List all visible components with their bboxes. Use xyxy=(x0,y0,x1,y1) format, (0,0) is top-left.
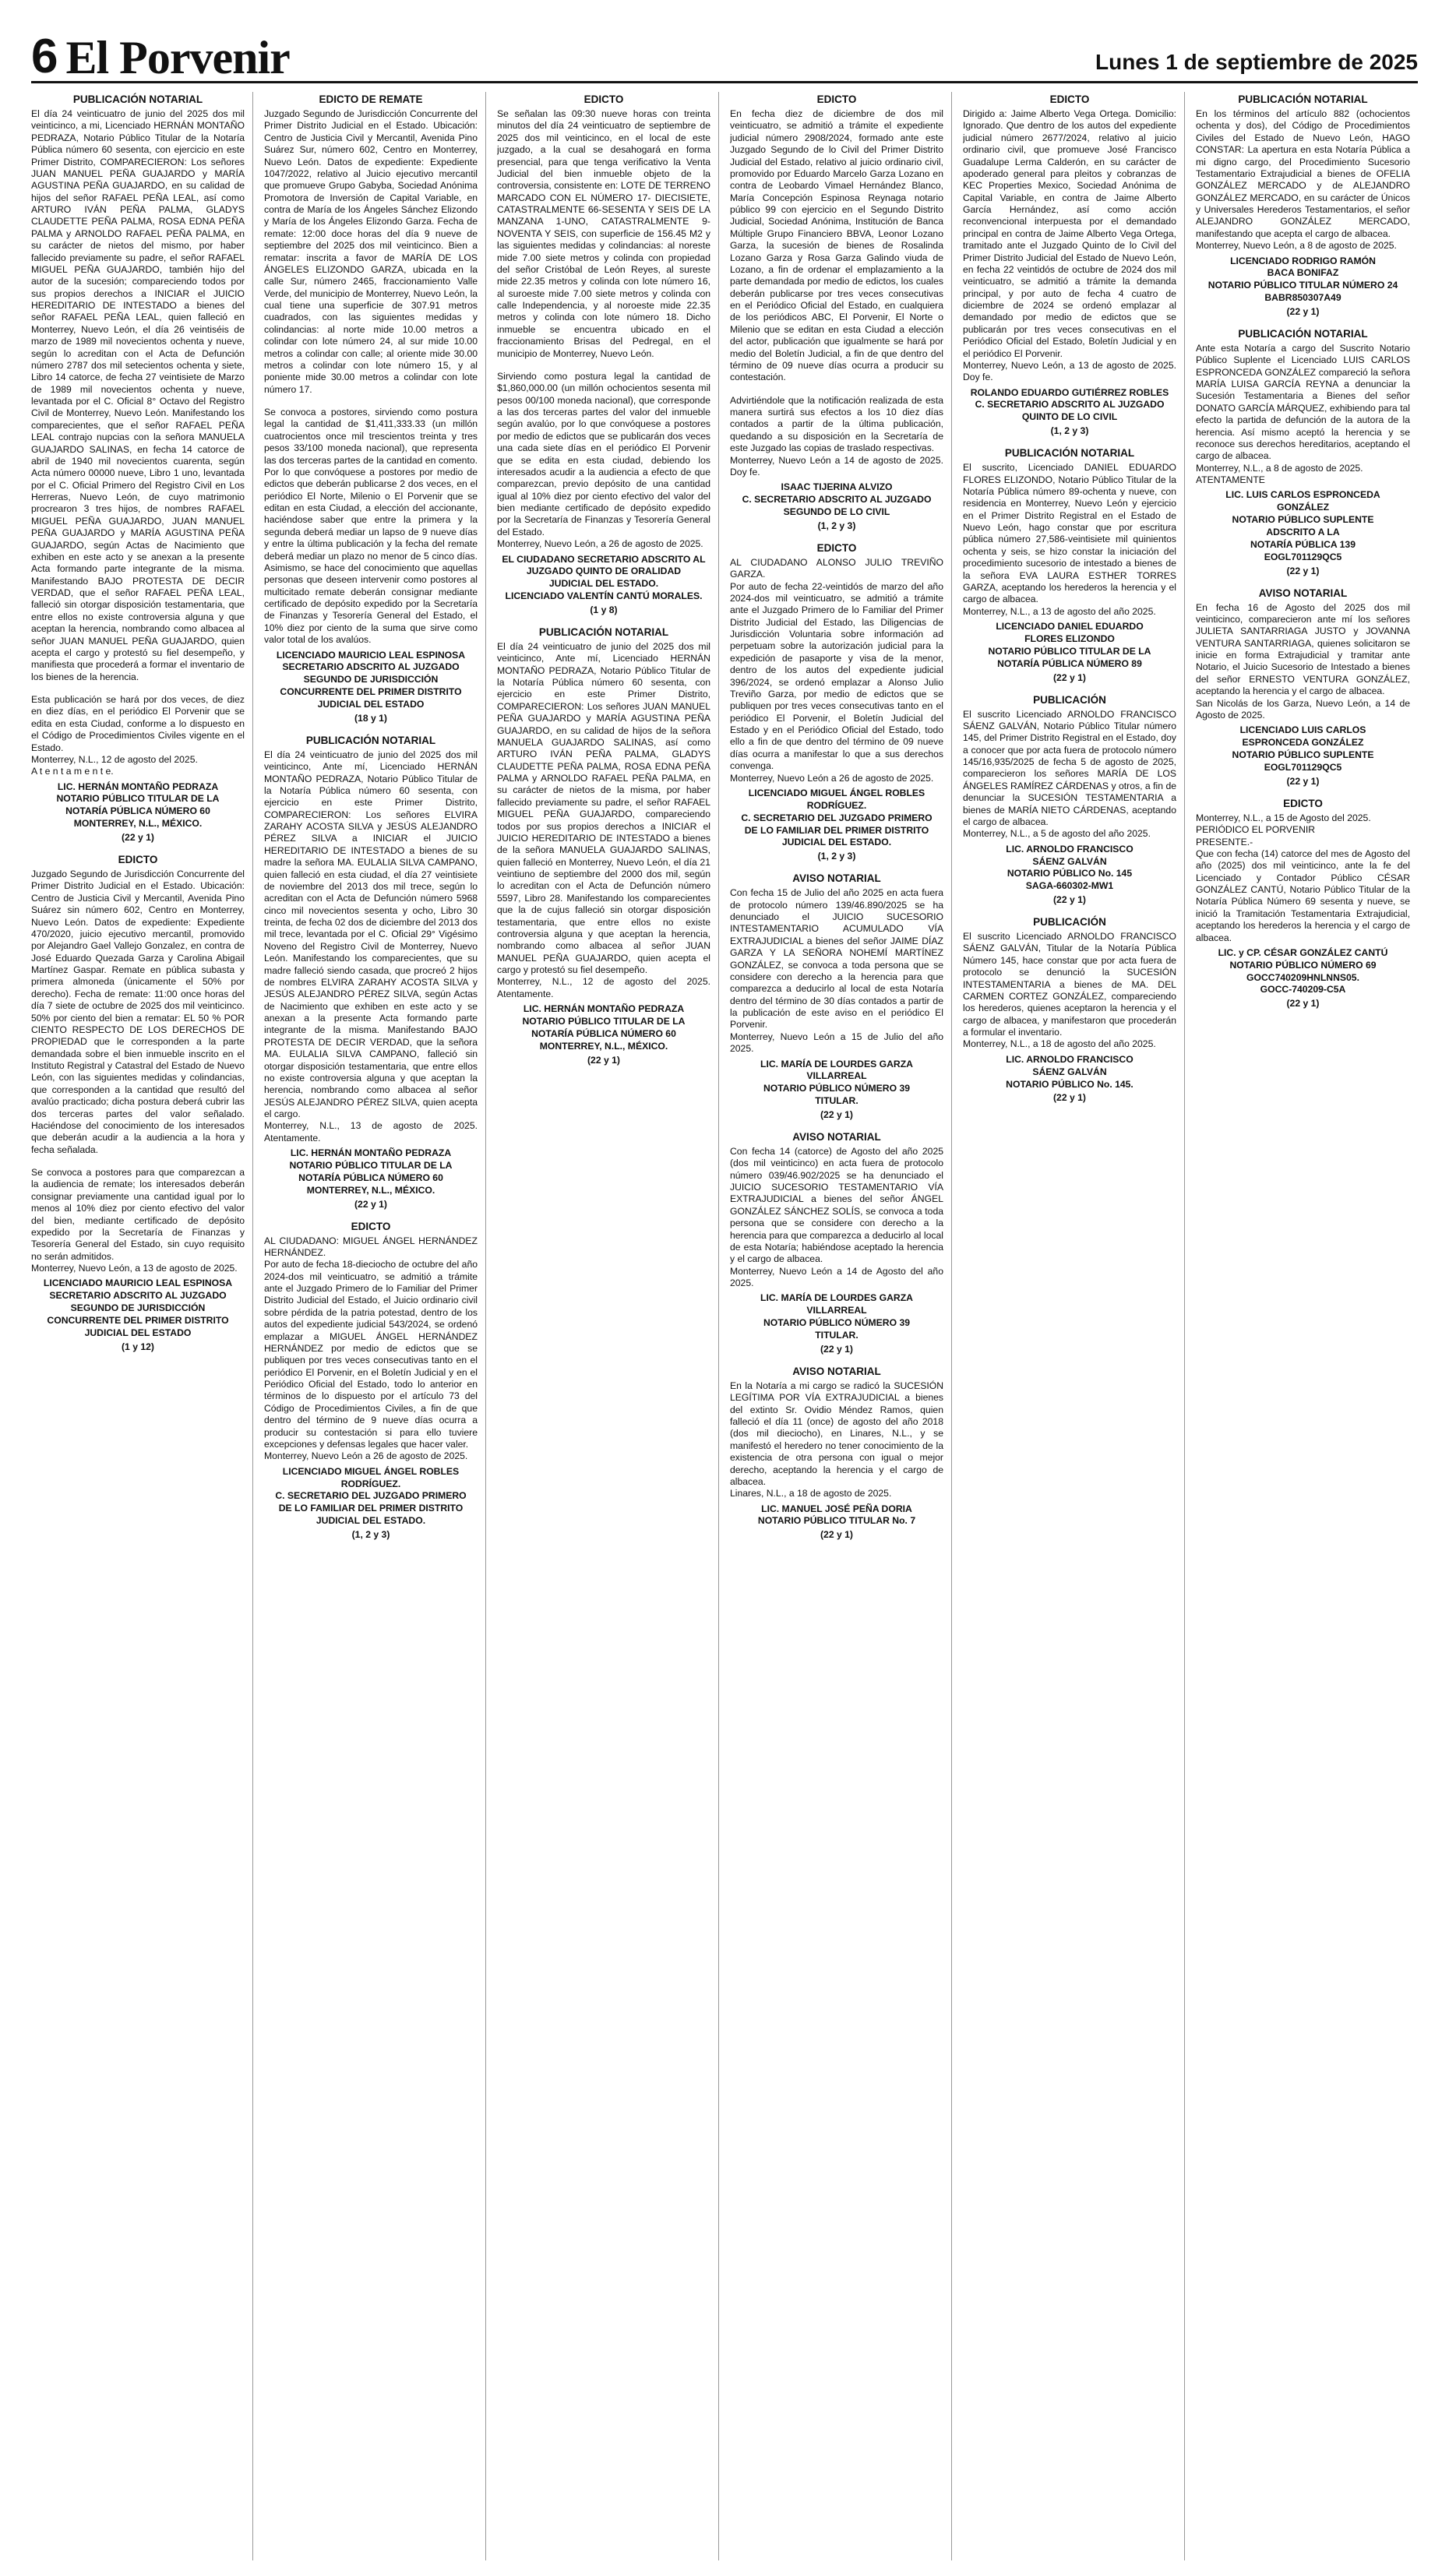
notice-title: EDICTO xyxy=(816,93,857,105)
notice-reference: (22 y 1) xyxy=(354,1198,387,1210)
notice-signature: LICENCIADO DANIEL EDUARDO FLORES ELIZONDO NOTARIO PÚBLICO TITULAR DE LA NOTARÍA PÚBLICA NÚMERO 89 xyxy=(988,621,1151,669)
notice-reference: (1, 2 y 3) xyxy=(817,520,856,531)
notice-signature: LICENCIADO RODRIGO RAMÓN BACA BONIFAZ NOTARIO PÚBLICO TITULAR NÚMERO 24 BABR850307A49 xyxy=(1208,255,1398,304)
notice-reference: (1, 2 y 3) xyxy=(1050,425,1089,437)
legal-notice xyxy=(730,1131,943,1355)
legal-notice xyxy=(1196,587,1410,787)
newspaper-logo: El Porvenir xyxy=(65,32,290,83)
column-2 xyxy=(264,92,486,2560)
notice-title: AVISO NOTARIAL xyxy=(792,1130,881,1143)
notice-body: Juzgado Segundo de Jurisdicción Concurrente del Primer Distrito Judicial en el Estado. Ubicación: Centro de Justicia Civil y Mercantil, Avenida Pino Suárez Sur, número 602, Centro en Monterrey, Nuevo León. Datos de expediente: Expediente 1047/2022, relativo al Juicio ejecutivo mercantil que promueve Grupo Gabyba, Sociedad Anónima Promotora de Inversión de Capital Variable, en contra de María de los Ángeles Sánchez Elizondo y María de los Ángeles Elizondo Garza. Fecha de remate: 12:00 doce horas del día 9 nueve de septiembre del 2025 dos mil veinticinco. Bien a rematar: inscrita a favor de MARÍA DE LOS ÁNGELES ELIZONDO GARZA, ubicada en la calle Sur, número 2465, fraccionamiento Valle Verde, del municipio de Monterrey, Nuevo León, la cual tiene una superficie de 307.91 metros cuadrados, con las siguientes medidas y colindancias: al norte mide 10.00 metros a colindar con lote número 24, al sur mide 10.00 metros a colindar con calle; al oriente mide 30.00 metros a colindar con lote número 15, y al poniente mide 30.00 metros a colindar con lote número 17. xyxy=(264,108,478,395)
legal-notice xyxy=(31,854,245,1156)
masthead xyxy=(31,6,1418,83)
notice-reference: (22 y 1) xyxy=(1052,894,1086,906)
notices-grid xyxy=(31,92,1418,2560)
legal-notice xyxy=(264,1221,478,1540)
legal-notice xyxy=(1196,798,1410,1010)
notice-body: Se convoca a postores, sirviendo como postura legal la cantidad de $1,411,333.33 (un millón cuatrocientos once mil trescientos treinta y tres pesos 33/100 moneda nacional), que representa las dos terceras partes de la cantidad en comento. Por lo que convóquese a postores por medio de edictos que deberán publicarse 2 dos veces, en el periódico El Norte, Milenio o El Porvenir que se editan en esta Ciudad, a elección del accionante, haciéndose saber que entre la primera y la segunda deberá mediar un lapso de 9 nueve días y entre la última publicación y la fecha del remate deberá mediar un plazo no menor de 5 cinco días. Asimismo, se hace del conocimiento que aquellas personas que deseen intervenir como postores al multicitado remate deberán consignar mediante certificado de depósito expedido por la Secretaría de Finanzas y Tesorería General del Estado, el 10% diez por ciento de la suma que sirve como valor total de los avalúos. xyxy=(264,407,478,646)
legal-notice xyxy=(963,916,1176,1103)
legal-notice xyxy=(963,694,1176,906)
legal-notice xyxy=(31,93,245,683)
legal-notice xyxy=(497,371,710,615)
legal-notice xyxy=(31,694,245,843)
notice-body: Juzgado Segundo de Jurisdicción Concurrente del Primer Distrito Judicial en el Estado. Ubicación: Centro de Justicia Civil y Mercantil, Avenida Pino Suárez sin número 602, Centro en Monterrey, Nuevo León. Datos de expediente: Expediente 470/2020, juicio ejecutivo mercantil, promovido por Alejandro Gael Vallejo Gonzalez, en contra de José Eduardo Quezada Garza y Carolina Abigail Martínez Gaspar. Remate en pública subasta y primera almoneda (únicamente el 50% por derecho). Fecha de remate: 11:00 once horas del día 7 siete de octubre de 2025 dos mil veinticinco. 50% por ciento del bien a rematar: EL 50 % POR CIENTO RESPECTO DE LOS DERECHOS DE PROPIEDAD que le corresponden a la parte demandada sobre el bien inmueble inscrito en el Instituto Registral y Catastral del Estado de Nuevo León, con las siguientes medidas y colindancias, que corresponden a la cantidad que resultó del avalúo practicado; dicha postura deberá cubrir las dos terceras partes del valor señalado. Haciéndose del conocimiento de los interesados que deberán acudir a la audiencia a la hora y fecha señalada. xyxy=(31,869,245,1155)
notice-body: En fecha 16 de Agosto del 2025 dos mil veinticinco, comparecieron ante mí los señores JULIETA SANTARRIAGA JUSTO y JOVANNA VENTURA SANTARRIAGA, quienes solicitaron se inicie en forma Extrajudicial y tramitar ante Notario, el Juicio Sucesorio de Intestado a bienes del señor ERNESTO VENTURA GONZÁLEZ, aceptando la herencia y el cargo de albacea. San Nicolás de los Garza, Nuevo León, a 14 de Agosto de 2025. xyxy=(1196,601,1410,721)
notice-title: EDICTO xyxy=(118,854,158,866)
notice-title: PUBLICACIÓN NOTARIAL xyxy=(72,93,203,105)
notice-signature: LIC. MARÍA DE LOURDES GARZA VILLARREAL NOTARIO PÚBLICO NÚMERO 39 TITULAR. xyxy=(760,1058,913,1107)
notice-title: AVISO NOTARIAL xyxy=(792,872,881,885)
notice-title: PUBLICACIÓN NOTARIAL xyxy=(1238,327,1368,340)
legal-notice xyxy=(730,93,943,384)
notice-body: El día 24 veinticuatro de junio del 2025 dos mil veinticinco, a mi, Licenciado HERNÁN MONTAÑO PEDRAZA, Notario Público Titular de la Notaría Pública número 60 sesenta, con ejercicio en este Primer Distrito, COMPARECIERON: Los señores JUAN MANUEL PEÑA GUAJARDO y MARÍA AGUSTINA PEÑA GUAJARDO, en su calidad de hijos del señor RAFAEL PEÑA LEAL, así como ARTURO IVÁN PEÑA PALMA, GLADYS CLAUDETTE PEÑA PALMA, ROSA EDNA PEÑA PALMA y ARNOLDO RAFAEL PEÑA PALMA, en su carácter de nietos del mismo, por haber fallecido previamente su padre, el señor RAFAEL MIGUEL PEÑA GUAJARDO, también hijo del autor de la sucesión; compareciendo todos por sus propios derechos a INICIAR el JUICIO HEREDITARIO DE INTESTADO a bienes del señor RAFAEL PEÑA LEAL, quien falleció en Monterrey, Nuevo León, el día 26 veintiséis de marzo de 1989 mil novecientos ochenta y nueve, según lo acreditan con el Acta de Defunción número 2787 dos mil setecientos ochenta y siete, Libro 14 catorce, de fecha 27 veintisiete de Marzo de 1989 mil novecientos ochenta y nueve, levantada por el C. Oficial 8° Octavo del Registro Civil de Monterrey, Nuevo León. Manifestando los comparecientes, que el señor RAFAEL PEÑA LEAL contrajo nupcias con la señora MANUELA GUAJARDO SALINAS, en fecha 14 catorce de abril de 1940 mil novecientos cuarenta, según Acta número 00000 nueve, Libro 1 uno, levantada por el C. Oficial Primero del Registro Civil en Los Herreras, Nuevo León, de cuyo matrimonio procrearon 3 tres hijos, de nombres RAFAEL MIGUEL PEÑA GUAJARDO, JUAN MANUEL PEÑA GUAJARDO y MARÍA AGUSTINA PEÑA GUAJARDO, según Actas de Nacimiento que exhiben en este acto y se anexan a la presente Acta formando parte integrante de la misma. Manifestando BAJO PROTESTA DE DECIR VERDAD, que el señor RAFAEL PEÑA LEAL, falleció sin otorgar disposición testamentaria, que entre ellos no existe controversia alguna y que aceptan la herencia, nombrando como albacea al señor JUAN MANUEL PEÑA GUAJARDO, quien acepta el cargo y protestó su fiel desempeño, y manifiesta que procederá a formar el inventario de los bienes de la herencia. xyxy=(31,108,245,682)
notice-body: Monterrey, N.L., a 15 de Agosto del 2025. PERIÓDICO EL PORVENIR PRESENTE.- Que con fecha (14) catorce del mes de Agosto del año (2025) dos mil veinticinco, ante la fe del Licenciado y Contador Público CÉSAR GONZÁLEZ CANTÚ, Notario Público Titular de la Notaría Pública Número 69 sesenta y nueve, se inició la Tramitación Testamentaria Extrajudicial, aceptando los herederos la herencia y el cargo de albacea. xyxy=(1196,812,1410,943)
notice-body: Advirtiéndole que la notificación realizada de esta manera surtirá sus efectos a los 10 diez días contados a partir de la última publicación, quedando a su disposición en la Secretaría de este Juzgado las copias de traslado respectivas. Monterrey, Nuevo León a 14 de agosto de 2025. Doy fe. xyxy=(730,394,943,477)
notice-signature: LICENCIADO MIGUEL ÁNGEL ROBLES RODRÍGUEZ. C. SECRETARIO DEL JUZGADO PRIMERO DE LO FAMILIAR DEL PRIMER DISTRITO JUDICIAL DEL ESTADO. xyxy=(741,787,933,848)
legal-notice xyxy=(31,1167,245,1352)
notice-title: PUBLICACIÓN NOTARIAL xyxy=(305,734,436,746)
notice-body: Dirigido a: Jaime Alberto Vega Ortega. Domicilio: Ignorado. Que dentro de los autos del expediente judicial número 2677/2024, relativo al juicio ordinario civil, que promueve José Francisco Guadalupe Lerma Calderón, en su carácter de apoderado general para pleitos y cobranzas de KEC Properties Mexico, Sociedad Anónima de Capital Variable, en contra de Jaime Alberto García Hernández, así como acción reconvencional interpuesta por el demandado principal en contra de Jaime Alberto Vega Ortega, tramitado ante el Juzgado Quinto de lo Civil del Primer Distrito Judicial del Estado de Nuevo León, en fecha 22 veintidós de octubre de 2024 dos mil veinticuatro, se admitió a trámite la demanda principal, y por auto de fecha 4 cuatro de diciembre de 2024 se ordenó emplazar al demandado por medio de edictos que se publicarán por tres veces consecutivas en el Periódico Oficial del Estado, Boletín Judicial y en el periódico El Porvenir. Monterrey, Nuevo León, a 13 de agosto de 2025. Doy fe. xyxy=(963,108,1176,383)
notice-title: EDICTO xyxy=(351,1220,391,1232)
notice-reference: (1 y 8) xyxy=(590,604,618,615)
notice-signature: LIC. ARNOLDO FRANCISCO SÁENZ GALVÁN NOTARIO PÚBLICO No. 145 SAGA-660302-MW1 xyxy=(1006,843,1133,892)
notice-reference: (18 y 1) xyxy=(354,712,387,724)
notice-reference: (22 y 1) xyxy=(820,1529,853,1541)
notice-signature: LICENCIADO MAURICIO LEAL ESPINOSA SECRETARIO ADSCRITO AL JUZGADO SEGUNDO DE JURISDICCIÓN CONCURRENTE DEL PRIMER DISTRITO JUDICIAL DEL ESTADO xyxy=(43,1277,233,1338)
notice-signature: LIC. HERNÁN MONTAÑO PEDRAZA NOTARIO PÚBLICO TITULAR DE LA NOTARÍA PÚBLICA NÚMERO 60 MONTERREY, N.L., MÉXICO. xyxy=(522,1003,686,1052)
notice-signature: LIC. y CP. CÉSAR GONZÁLEZ CANTÚ NOTARIO PÚBLICO NÚMERO 69 GOCC740209HNLNNS05. GOCC-740209-C5A xyxy=(1218,946,1388,996)
legal-notice xyxy=(1196,93,1410,317)
notice-title: PUBLICACIÓN NOTARIAL xyxy=(1238,93,1368,105)
notice-reference: (1, 2 y 3) xyxy=(817,851,856,862)
notice-title: EDICTO xyxy=(1283,797,1323,809)
column-1 xyxy=(31,92,253,2560)
notice-reference: (22 y 1) xyxy=(1052,671,1086,683)
legal-notice xyxy=(264,735,478,1210)
notice-body: Con fecha 14 (catorce) de Agosto del año 2025 (dos mil veinticinco) en acta fuera de protocolo número 039/46.902/2025 se ha denunciado el JUICIO SUCESORIO TESTAMENTARIO VÍA EXTRAJUDICIAL a bienes del señor ÁNGEL GONZÁLEZ SÁNCHEZ SOLÍS, se convoca a toda persona que se considere con derecho a la herencia para que comparezca a deducirlo al local de esta Notaría; habiéndose aceptado la herencia y el cargo de albacea. Monterrey, Nuevo León a 14 de Agosto del año 2025. xyxy=(730,1145,943,1289)
page-number: 6 xyxy=(31,30,58,83)
notice-title: EDICTO xyxy=(1049,93,1090,105)
notice-body: Ante esta Notaría a cargo del Suscrito Notario Público Suplente el Licenciado LUIS CARLOS ESPRONCEDA GONZÁLEZ compareció la señora MARÍA LUISA GARCÍA REYNA a denunciar la Sucesión Testamentaria a Bienes del señor DONATO GARCÍA MÁRQUEZ, exhibiendo para tal efecto la partida de defunción de la autora de la herencia. Así mismo aceptó la herencia y se reconoce sus derechos hereditarios, aceptando el cargo de albacea. Monterrey, N.L., a 8 de agosto de 2025. ATENTAMENTE xyxy=(1196,342,1410,486)
notice-signature: LIC. HERNÁN MONTAÑO PEDRAZA NOTARIO PÚBLICO TITULAR DE LA NOTARÍA PÚBLICA NÚMERO 60 MONTERREY, N.L., MÉXICO. xyxy=(56,781,220,830)
notice-reference: (22 y 1) xyxy=(121,832,154,844)
notice-title: PUBLICACIÓN xyxy=(1033,693,1106,706)
legal-notice xyxy=(497,626,710,1066)
notice-body: El día 24 veinticuatro de junio del 2025 dos mil veinticinco, Ante mí, Licenciado HERNÁN MONTAÑO PEDRAZA, Notario Público Titular de la Notaría Pública número 60 sesenta, con ejercicio en este Primer Distrito, COMPARECIERON: Los señores ELVIRA ZARAHY ACOSTA SILVA y JESÚS ALEJANDRO PÉREZ SILVA a INICIAR el JUICIO HEREDITARIO DE INTESTADO a bienes de su madre la señora MA. EULALIA SILVA CAMPANO, quien falleció en esta ciudad, el día 27 veintisiete de noviembre del 2013 dos mil trece, según lo acreditan con el Acta de Defunción número 5968 cinco mil novecientos sesenta y ocho, Libro 30 treinta, de fecha 02 dos de diciembre del 2013 dos mil trece, levantada por el C. Oficial 29° Vigésimo Noveno del Registro Civil de Monterrey, Nuevo León. Manifestando los comparecientes, que su madre falleció siendo casada, que procreó 2 hijos de nombres ELVIRA ZARAHY ACOSTA SILVA y JESÚS ALEJANDRO PÉREZ SILVA, según Actas de Nacimiento que exhiben en este acto y se anexan a la presente Acta formando parte integrante de la misma. Manifestando BAJO PROTESTA DE DECIR VERDAD, que la señora MA. EULALIA SILVA CAMPANO, falleció sin otorgar disposición testamentaria, que entre ellos no existe controversia alguna y que aceptan la herencia, nombrando como albacea al señor JESÚS ALEJANDRO PÉREZ SILVA, quien acepta el cargo. Monterrey, N.L., 13 de agosto de 2025. Atentamente. xyxy=(264,749,478,1144)
column-6 xyxy=(1196,92,1418,2560)
notice-signature: EL CIUDADANO SECRETARIO ADSCRITO AL JUZGADO QUINTO DE ORALIDAD JUDICIAL DEL ESTADO. LICENCIADO VALENTÍN CANTÚ MORALES. xyxy=(502,553,706,602)
notice-signature: LIC. LUIS CARLOS ESPRONCEDA GONZÁLEZ NOTARIO PÚBLICO SUPLENTE ADSCRITO A LA NOTARÍA PÚBLICA 139 EOGL701129QC5 xyxy=(1225,489,1380,562)
notice-body: Sirviendo como postura legal la cantidad de $1,860,000.00 (un millón ochocientos sesenta mil pesos 00/100 moneda nacional), que corresponde a las dos terceras partes del valor del inmueble según avalúo, por lo que convóquese a postores por medio de edictos que se publicarán dos veces una cada siete días en el periódico El Porvenir que se edita en esta ciudad, debiendo los interesados acudir a la audiencia a efecto de que comparezcan, previo depósito de una cantidad igual al 10% diez por ciento efectivo del valor del bien mediante certificado de depósito expedido por la Secretaría de Finanzas y Tesorería General del Estado. Monterrey, Nuevo León, a 26 de agosto de 2025. xyxy=(497,370,710,550)
notice-signature: LIC. MARÍA DE LOURDES GARZA VILLARREAL NOTARIO PÚBLICO NÚMERO 39 TITULAR. xyxy=(760,1292,913,1341)
column-5 xyxy=(963,92,1185,2560)
notice-reference: (22 y 1) xyxy=(1052,1092,1086,1104)
legal-notice xyxy=(963,93,1176,436)
notice-body: El suscrito Licenciado ARNOLDO FRANCISCO SÁENZ GALVÁN, Titular de la Notaría Pública Número 145, hace constar que por acta fuera de protocolo se denunció la SUCESIÓN INTESTAMENTARIA a bienes de MA. DEL CARMEN CORTEZ GONZÁLEZ, compareciendo los herederos, quienes aceptaron la herencia y el cargo de albacea, y manifestaron que procederán a formular el inventario. Monterrey, N.L., a 18 de agosto del año 2025. xyxy=(963,931,1176,1050)
notice-title: AVISO NOTARIAL xyxy=(792,1365,881,1377)
notice-body: En los términos del artículo 882 (ochocientos ochenta y dos), del Código de Procedimientos Civiles del Estado de Nuevo León, HAGO CONSTAR: La apertura en esta Notaría Pública a mi digno cargo, del Procedimiento Sucesorio Testamentario Extrajudicial a bienes de OFELIA GONZÁLEZ MERCADO y de ALEJANDRO GONZÁLEZ MERCADO, en su carácter de Únicos y Universales Herederos Testamentarios, el señor ALEJANDRO GONZÁLEZ MERCADO, manifestando que acepta el cargo de albacea. Monterrey, Nuevo León, a 8 de agosto de 2025. xyxy=(1196,108,1410,252)
notice-signature: LIC. ARNOLDO FRANCISCO SÁENZ GALVÁN NOTARIO PÚBLICO No. 145. xyxy=(1006,1053,1133,1090)
notice-title: EDICTO xyxy=(816,541,857,554)
notice-signature: LICENCIADO LUIS CARLOS ESPRONCEDA GONZÁLEZ NOTARIO PÚBLICO SUPLENTE EOGL701129QC5 xyxy=(1232,724,1374,773)
issue-date: Lunes 1 de septiembre de 2025 xyxy=(1095,50,1418,74)
notice-title: PUBLICACIÓN NOTARIAL xyxy=(1004,447,1135,460)
legal-notice xyxy=(497,93,710,360)
notice-body: En la Notaría a mi cargo se radicó la SUCESIÓN LEGÍTIMA POR VÍA EXTRAJUDICIAL a bienes del extinto Sr. Ovidio Méndez Ramos, quien falleció el día 11 (once) de agosto del año 2018 (dos mil dieciocho), en Linares, N.L., y se manifestó el heredero no tener conocimiento de la existencia de otra persona con igual o mejor derecho, aceptando la herencia y el cargo de albacea. Linares, N.L., a 18 de agosto de 2025. xyxy=(730,1380,943,1499)
notice-body: En fecha diez de diciembre de dos mil veinticuatro, se admitió a trámite el expediente judicial número 2908/2024, formado ante este Juzgado Segundo de lo Civil del Primer Distrito Judicial del Estado, relativo al juicio ordinario civil, promovido por Eduardo Marcelo Garza Lozano en contra de Leobardo Vimael Hernández Blanco, María Concepción Espinosa Reynaga notario público 99 con ejercicio en el Segundo Distrito Judicial, Sociedad Anónima, Institución de Banca Múltiple Grupo Financiero BBVA, Leonor Lozano Garza, la sucesión de bienes de Rosalinda Lozano Garza y Rosa Garza Galindo viuda de Lozano, a fin de ordenar el emplazamiento a la parte demandada por medio de edictos, los cuales deberán publicarse por tres veces consecutivas en el Periódico Oficial del Estado, en cualquiera de los periódicos ABC, El Porvenir, El Norte o Milenio que se editan en esta Ciudad a elección del actor, publicación que igualmente se hará por medio del Boletín Judicial, a fin de que dentro del término de 09 nueve días ocurra a producir su contestación. xyxy=(730,108,943,383)
notice-body: El día 24 veinticuatro de junio del 2025 dos mil veinticinco, Ante mí, Licenciado HERNÁN MONTAÑO PEDRAZA, Notario Público Titular de la Notaría Pública número 60 sesenta, con ejercicio en este Primer Distrito, COMPARECIERON: Los señores JUAN MANUEL PEÑA GUAJARDO y MARÍA AGUSTINA PEÑA GUAJARDO, en su calidad de hijos de la señora MANUELA GUAJARDO SALINAS, así como ARTURO IVÁN PEÑA PALMA, GLADYS CLAUDETTE PEÑA PALMA, ROSA EDNA PEÑA PALMA y ARNOLDO RAFAEL PEÑA PALMA, en su carácter de nietos de la misma, por haber fallecido previamente su padre, el señor RAFAEL MIGUEL PEÑA GUAJARDO, compareciendo todos por sus propios derechos a INICIAR el JUICIO HEREDITARIO DE INTESTADO a bienes de la señora MANUELA GUAJARDO SALINAS, quien falleció en Monterrey, Nuevo León, el día 21 veintiuno de septiembre del 2000 dos mil, según lo acreditan con el Acta de Defunción número 5597, Libro 28. Manifestando los comparecientes que la de cujus falleció sin otorgar disposición testamentaria, que entre ellos no existe controversia alguna y que aceptan la herencia, nombrando como albacea al señor JUAN MANUEL PEÑA GUAJARDO, quien acepta el cargo y protestó su fiel desempeño. Monterrey, N.L., 12 de agosto del 2025. Atentamente. xyxy=(497,640,710,999)
notice-title: PUBLICACIÓN xyxy=(1033,916,1106,929)
notice-signature: LIC. HERNÁN MONTAÑO PEDRAZA NOTARIO PÚBLICO TITULAR DE LA NOTARÍA PÚBLICA NÚMERO 60 MONTERREY, N.L., MÉXICO. xyxy=(289,1147,453,1196)
notice-body: Se señalan las 09:30 nueve horas con treinta minutos del día 24 veinticuatro de septiembre de 2025 dos mil veinticinco, en el local de este juzgado, a la cual se desahogará en forma presencial, para que tenga verificativo la Venta Judicial del bien inmueble objeto de la controversia, consistente en: LOTE DE TERRENO MARCADO CON EL NÚMERO 17- DIECISIETE, CATASTRALMENTE 66-SESENTA Y SEIS DE LA MANZANA 1-UNO, CATASTRALMENTE 9-NOVENTA Y SEIS, con superficie de 156.45 M2 y las siguientes medidas y colindancias: al noreste mide 7.00 siete metros y colinda con propiedad del señor Cristóbal de León Reyes, al sureste mide 22.35 metros y colinda con lote número 16, al suroeste mide 7.00 siete metros y colinda con calle Independencia, y al noroeste mide 22.35 metros y colinda con lote número 18. Dicho inmueble se encuentra ubicado en el fraccionamiento Brisas del Pedregal, en el municipio de Monterrey, Nuevo León. xyxy=(497,108,710,359)
legal-notice xyxy=(963,447,1176,682)
notice-body: El suscrito, Licenciado DANIEL EDUARDO FLORES ELIZONDO, Notario Público Titular de la Notaría Pública número 89-ochenta y nueve, con residencia en Monterrey, Nuevo León y ejercicio en el Primer Distrito Registral en el Estado de Nuevo León, hago constar que por escritura pública número 27,586-veintisiete mil quinientos ochenta y seis, se hizo constar la iniciación del procedimiento sucesorio de intestado a bienes de la señora EVA LAURA ESTHER TORRES GARZA, aceptando los herederos la herencia y el cargo de albacea. Monterrey, N.L., a 13 de agosto del año 2025. xyxy=(963,462,1176,617)
notice-body: Con fecha 15 de Julio del año 2025 en acta fuera de protocolo número 139/46.890/2025 se ha denunciado el JUICIO SUCESORIO INTESTAMENTARIO ACUMULADO VÍA EXTRAJUDICIAL a bienes del señor JAIME DÍAZ GARZA Y LA SEÑORA NOHEMÍ MARTÍNEZ GONZÁLEZ, se convoca a toda persona que se considere con derecho a la herencia para que comparezca a deducirlo al local de esta Notaría dentro del término de 30 días contados a partir de la publicación de este aviso en el periódico El Porvenir. Monterrey, Nuevo León a 15 de Julio del año 2025. xyxy=(730,887,943,1055)
notice-title: PUBLICACIÓN NOTARIAL xyxy=(538,625,669,638)
notice-reference: (22 y 1) xyxy=(587,1054,620,1066)
notice-reference: (1 y 12) xyxy=(121,1341,154,1352)
notice-body: AL CIUDADANO: MIGUEL ÁNGEL HERNÁNDEZ HERNÁNDEZ. Por auto de fecha 18-dieciocho de octubre del año 2024-dos mil veinticuatro, se admitió a trámite ante el Juzgado Primero de lo Familiar del Primer Distrito Judicial del Estado, el Juicio ordinario civil sobre pérdida de la patria potestad, dentro de los autos del expediente judicial 543/2024, se ordenó emplazar a MIGUEL ÁNGEL HERNÁNDEZ HERNÁNDEZ por medio de edictos que se publiquen por tres veces consecutivas tanto en el periódico El Porvenir, en el Boletín Judicial y en el Periódico Oficial del Estado, todo lo anterior en términos de lo dispuesto por el artículo 73 del Código de Procedimientos Civiles, a fin de que dentro del término de 9 nueve días ocurra a producir su contestación si para ello tuviere excepciones y defensas legales que hacer valer. Monterrey, Nuevo León a 26 de agosto de 2025. xyxy=(264,1235,478,1462)
brand xyxy=(31,30,290,83)
notice-reference: (22 y 1) xyxy=(1286,565,1320,576)
column-4 xyxy=(730,92,952,2560)
legal-notice xyxy=(730,872,943,1120)
legal-notice xyxy=(264,93,478,396)
notice-signature: LICENCIADO MAURICIO LEAL ESPINOSA SECRETARIO ADSCRITO AL JUZGADO SEGUNDO DE JURISDICCIÓN CONCURRENTE DEL PRIMER DISTRITO JUDICIAL DEL ESTADO xyxy=(276,649,466,710)
notice-reference: (22 y 1) xyxy=(1286,998,1320,1010)
legal-notice xyxy=(264,407,478,724)
notice-reference: (22 y 1) xyxy=(1286,305,1320,317)
notice-reference: (1, 2 y 3) xyxy=(351,1529,390,1541)
notice-title: EDICTO DE REMATE xyxy=(319,93,423,105)
notice-title: AVISO NOTARIAL xyxy=(1258,587,1348,599)
legal-notice xyxy=(1196,328,1410,576)
legal-notice xyxy=(730,1366,943,1540)
notice-body: AL CIUDADANO ALONSO JULIO TREVIÑO GARZA. Por auto de fecha 22-veintidós de marzo del año 2024-dos mil veinticuatro, se admitió a trámite ante el Juzgado Primero de lo Familiar del Primer Distrito Judicial del Estado, las Diligencias de Jurisdicción Voluntaria sobre información ad perpetuam sobre la autorización judicial para la expedición de pasaporte y visa de la menor, dentro de los autos del expediente judicial 396/2024, se ordenó emplazar a Alonso Julio Treviño Garza, por medio de edictos que se publiquen por tres veces consecutivas tanto en el periódico El Porvenir, el Boletín Judicial del Estado y en el Periódico Oficial del Estado, todo ello a fin de que dentro del término de 09 nueve días ocurra a manifestar lo que a sus derechos convenga. Monterrey, Nuevo León a 26 de agosto de 2025. xyxy=(730,556,943,784)
legal-notice xyxy=(730,542,943,862)
notice-reference: (22 y 1) xyxy=(820,1108,853,1120)
notice-reference: (22 y 1) xyxy=(1286,775,1320,787)
notice-signature: LIC. MANUEL JOSÉ PEÑA DORIA NOTARIO PÚBLICO TITULAR No. 7 xyxy=(757,1503,916,1527)
notice-body: El suscrito Licenciado ARNOLDO FRANCISCO SÁENZ GALVÁN, Notario Público Titular número 145, del Primer Distrito Registral en el Estado, doy a conocer que por acta fuera de protocolo número 145/16,935/2025 de fecha 5 de agosto de 2025, comparecieron los señores MARÍA DE LOS ÁNGELES RAMÍREZ CÁRDENAS y otros, a fin de denunciar la SUCESIÓN TESTAMENTARIA a bienes de MARÍA NIETO CÁRDENAS, aceptando el cargo de albacea. Monterrey, N.L., a 5 de agosto del año 2025. xyxy=(963,708,1176,840)
notice-title: EDICTO xyxy=(583,93,624,105)
notice-signature: ROLANDO EDUARDO GUTIÉRREZ ROBLES C. SECRETARIO ADSCRITO AL JUZGADO QUINTO DE LO CIVIL xyxy=(970,386,1169,423)
notice-signature: ISAAC TIJERINA ALVIZO C. SECRETARIO ADSCRITO AL JUZGADO SEGUNDO DE LO CIVIL xyxy=(742,481,932,517)
notice-body: Esta publicación se hará por dos veces, de diez en diez días, en el periódico El Porvenir que se edita en esta Ciudad, conforme a lo dispuesto en el Código de Procedimientos Civiles vigente en el Estado. Monterrey, N.L., 12 de agosto del 2025. A t e n t a m e n t e. xyxy=(31,694,245,777)
notice-reference: (22 y 1) xyxy=(820,1343,853,1355)
notice-signature: LICENCIADO MIGUEL ÁNGEL ROBLES RODRÍGUEZ. C. SECRETARIO DEL JUZGADO PRIMERO DE LO FAMILIAR DEL PRIMER DISTRITO JUDICIAL DEL ESTADO. xyxy=(275,1465,467,1527)
notice-body: Se convoca a postores para que comparezcan a la audiencia de remate; los interesados deberán consignar previamente una cantidad igual por lo menos al 10% diez por ciento efectivo del valor del bien, mediante certificado de depósito expedido por la Secretaría de Finanzas y Tesorería General del Estado, sin cuyo requisito no serán admitidos. Monterrey, Nuevo León, a 13 de agosto de 2025. xyxy=(31,1167,245,1274)
legal-notice xyxy=(730,395,943,531)
column-3 xyxy=(497,92,719,2560)
